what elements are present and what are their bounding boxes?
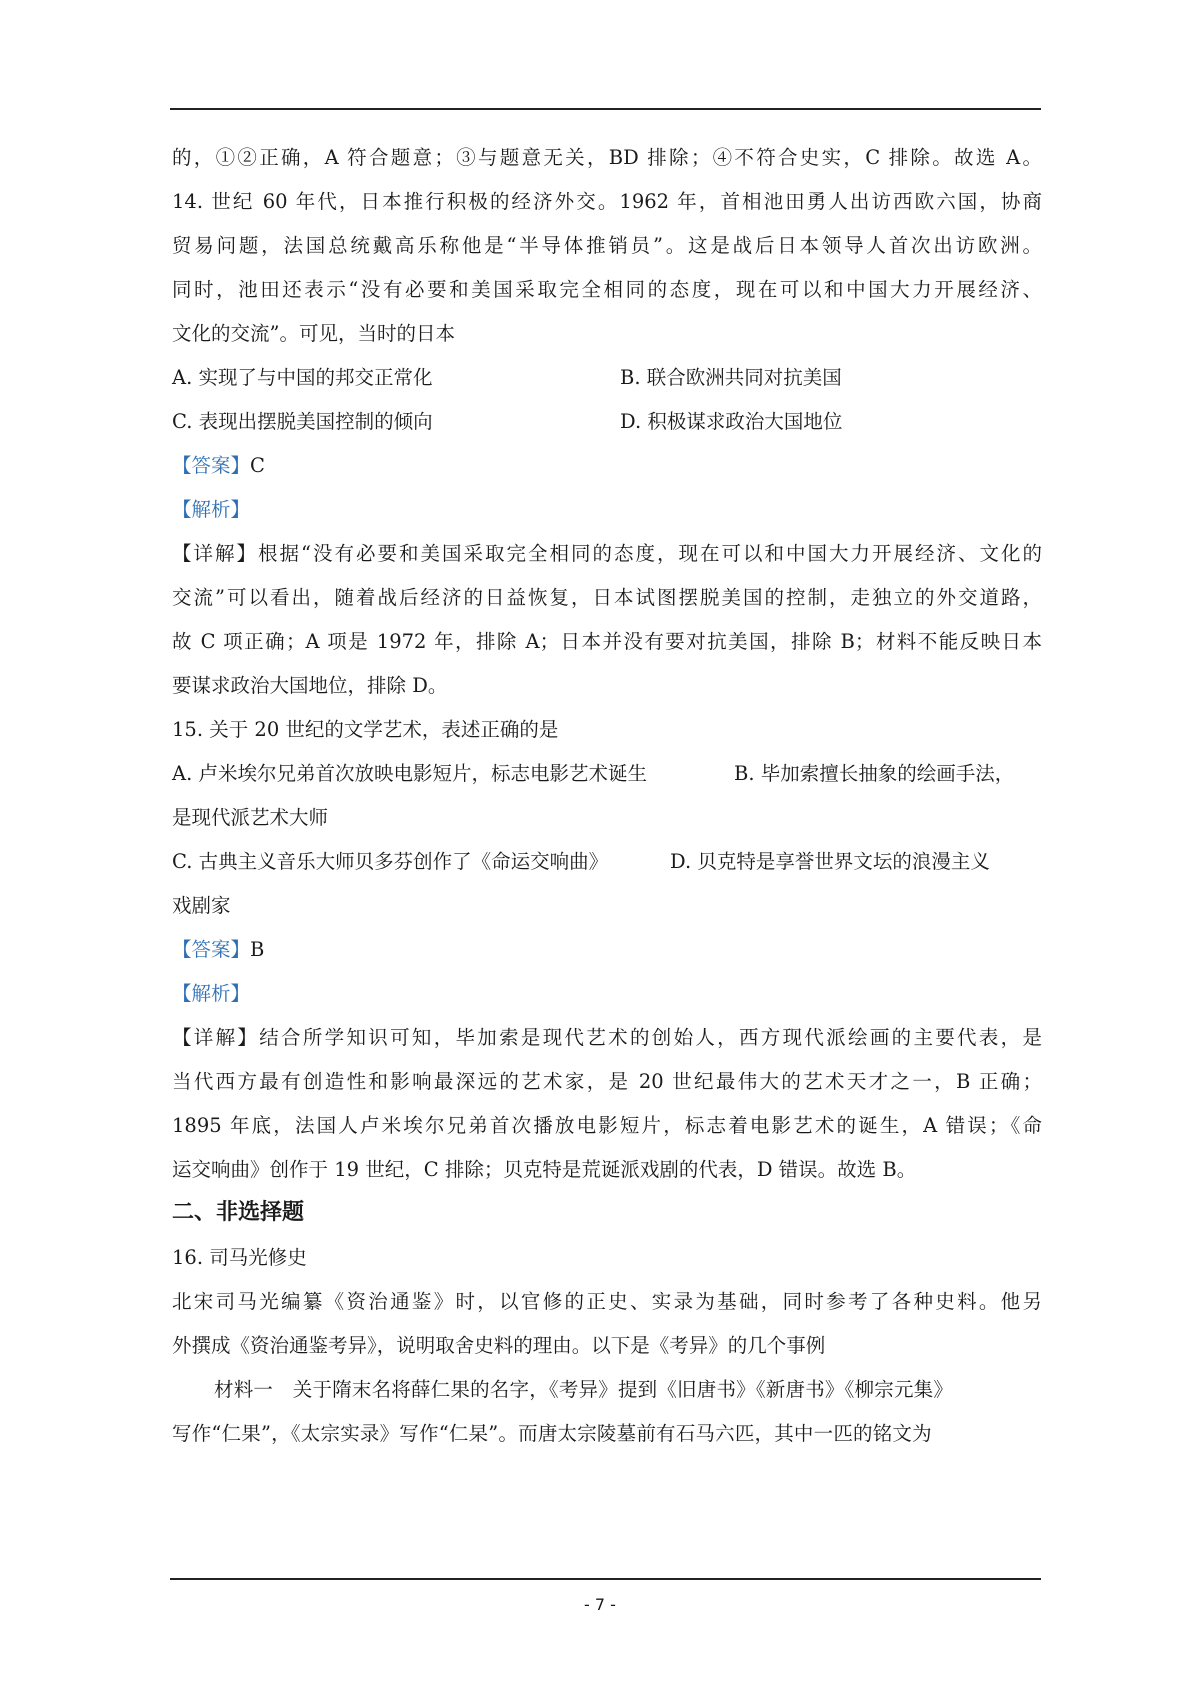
q16-intro-line-2: 外撰成《资治通鉴考异》，说明取舍史料的理由。以下是《考异》的几个事例 [172, 1334, 826, 1357]
analysis-tag: 【解析】 [172, 982, 251, 1005]
answer-value: B [250, 938, 265, 961]
detail-text: 结合所学知识可知，毕加索是现代艺术的创始人，西方现代派绘画的主要代表，是 [259, 1026, 1042, 1049]
q16-title: 16. 司马光修史 [172, 1246, 307, 1269]
footer-rule [170, 1578, 1041, 1580]
q15-detail-line-4: 运交响曲》创作于 19 世纪，C 排除；贝克特是荒诞派戏剧的代表，D 错误。故选 B。 [172, 1158, 917, 1181]
q15-stem: 15. 关于 20 世纪的文学艺术，表述正确的是 [172, 718, 559, 741]
q14-stem-line-2: 贸易问题，法国总统戴高乐称他是“半导体推销员”。这是战后日本领导人首次出访欧洲。 [172, 234, 1042, 257]
q14-option-b: B. 联合欧洲共同对抗美国 [620, 366, 842, 389]
q14-analysis [172, 498, 1042, 522]
detail-tag: 【详解】 [172, 1026, 260, 1049]
q15-analysis [172, 982, 1042, 1006]
q16-material-line-2: 写作“仁果”，《太宗实录》写作“仁杲”。而唐太宗陵墓前有石马六匹，其中一匹的铭文为 [172, 1422, 932, 1445]
q14-detail-line-2: 交流”可以看出，随着战后经济的日益恢复，日本试图摆脱美国的控制，走独立的外交道路， [172, 586, 1042, 609]
q14-detail-line-4: 要谋求政治大国地位，排除 D。 [172, 674, 448, 697]
q15-option-b-cont: 是现代派艺术大师 [172, 806, 329, 829]
q14-detail-line-3: 故 C 项正确；A 项是 1972 年，排除 A；日本并没有要对抗美国，排除 B；材料不能反映日本 [172, 630, 1042, 653]
q15-option-a: A. 卢米埃尔兄弟首次放映电影短片，标志电影艺术诞生 [172, 762, 647, 785]
answer-value: C [250, 454, 265, 477]
q15-detail-line-1 [172, 1026, 1042, 1050]
previous-answer-continuation: 的，①②正确，A 符合题意；③与题意无关，BD 排除；④不符合史实，C 排除。故选 A。 [172, 146, 1042, 169]
detail-text: 根据“没有必要和美国采取完全相同的态度，现在可以和中国大力开展经济、文化的 [258, 542, 1042, 565]
answer-tag: 【答案】 [172, 454, 251, 477]
answer-tag: 【答案】 [172, 938, 251, 961]
q16-material-line-1: 材料一 关于隋末名将薛仁果的名字，《考异》提到《旧唐书》《新唐书》《柳宗元集》 [214, 1378, 954, 1401]
header-rule [170, 108, 1041, 110]
detail-tag: 【详解】 [172, 542, 259, 565]
q15-option-b: B. 毕加索擅长抽象的绘画手法， [734, 762, 1015, 785]
section-heading: 二、非选择题 [172, 1200, 305, 1225]
q15-detail-line-3: 1895 年底，法国人卢米埃尔兄弟首次播放电影短片，标志着电影艺术的诞生，A 错误；《命 [172, 1114, 1042, 1137]
q15-option-d-cont: 戏剧家 [172, 894, 231, 917]
q15-answer [172, 938, 1042, 962]
q14-detail-line-1 [172, 542, 1042, 566]
analysis-tag: 【解析】 [172, 498, 251, 521]
page-number: - 7 - [584, 1595, 616, 1614]
q14-option-d: D. 积极谋求政治大国地位 [620, 410, 843, 433]
q14-stem-line-1: 14. 世纪 60 年代，日本推行积极的经济外交。1962 年，首相池田勇人出访西欧六国，协商 [172, 190, 1042, 213]
q15-option-d: D. 贝克特是享誉世界文坛的浪漫主义 [670, 850, 990, 873]
q15-option-c: C. 古典主义音乐大师贝多芬创作了《命运交响曲》 [172, 850, 609, 873]
q16-intro-line-1: 北宋司马光编纂《资治通鉴》时，以官修的正史、实录为基础，同时参考了各种史料。他另 [172, 1290, 1042, 1313]
q14-answer [172, 454, 1042, 478]
q14-stem-line-3: 同时，池田还表示“没有必要和美国采取完全相同的态度，现在可以和中国大力开展经济、 [172, 278, 1042, 301]
q15-detail-line-2: 当代西方最有创造性和影响最深远的艺术家，是 20 世纪最伟大的艺术天才之一，B 正确； [172, 1070, 1042, 1093]
q14-option-c: C. 表现出摆脱美国控制的倾向 [172, 410, 433, 433]
q14-stem-line-4: 文化的交流”。可见，当时的日本 [172, 322, 455, 345]
q14-option-a: A. 实现了与中国的邦交正常化 [172, 366, 433, 389]
